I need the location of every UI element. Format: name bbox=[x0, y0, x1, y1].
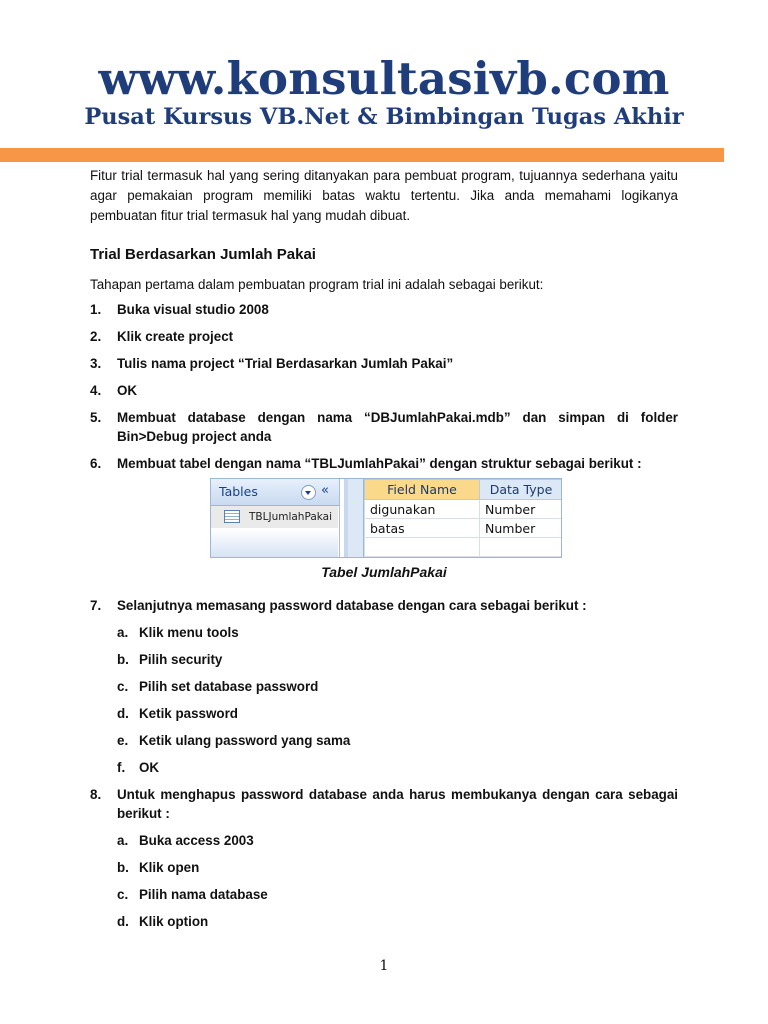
sub-step-text: Klik option bbox=[139, 914, 209, 929]
sub-step-text: Klik menu tools bbox=[139, 625, 239, 640]
list-item bbox=[117, 885, 678, 904]
steps-list bbox=[90, 596, 678, 931]
steps-list bbox=[90, 300, 678, 473]
column-header-field-name[interactable]: Field Name bbox=[365, 480, 480, 500]
sub-step-text: Klik open bbox=[139, 860, 200, 875]
sub-step-letter: a. bbox=[117, 625, 129, 640]
list-item bbox=[117, 677, 678, 696]
list-item bbox=[90, 300, 678, 319]
list-item bbox=[117, 704, 678, 723]
list-item bbox=[117, 650, 678, 669]
page-number: 1 bbox=[379, 958, 389, 974]
sub-step-text: Pilih security bbox=[139, 652, 223, 667]
step-number: 5. bbox=[90, 410, 102, 425]
list-item bbox=[117, 731, 678, 750]
sub-step-letter: a. bbox=[117, 833, 129, 848]
document-body bbox=[90, 166, 678, 473]
sub-step-text: Buka access 2003 bbox=[139, 833, 254, 848]
figure-caption: Tabel JumlahPakai bbox=[321, 564, 447, 580]
list-item bbox=[90, 785, 678, 931]
data-type-cell[interactable]: Number bbox=[480, 500, 563, 519]
table-row bbox=[365, 538, 563, 557]
design-grid bbox=[344, 479, 562, 557]
step-number: 2. bbox=[90, 329, 102, 344]
field-name-cell[interactable] bbox=[365, 538, 480, 557]
list-item bbox=[117, 623, 678, 642]
list-item bbox=[117, 758, 678, 777]
step-number: 7. bbox=[90, 598, 102, 613]
lead-paragraph: Tahapan pertama dalam pembuatan program trial ini adalah sebagai berikut: bbox=[90, 277, 544, 292]
nav-pane-empty bbox=[211, 529, 338, 557]
list-item bbox=[117, 858, 678, 877]
field-name-cell[interactable]: batas bbox=[365, 519, 480, 538]
step-text: Untuk menghapus password database anda harus membukanya dengan cara sebagai berikut : bbox=[117, 787, 678, 821]
step-number: 6. bbox=[90, 456, 102, 471]
sub-steps-list bbox=[117, 623, 678, 777]
nav-header-label: Tables bbox=[219, 484, 258, 499]
step-number: 4. bbox=[90, 383, 102, 398]
site-url-title: www.konsultasivb.com bbox=[98, 52, 670, 105]
intro-paragraph: Fitur trial termasuk hal yang sering ditanyakan para pembuat program, tujuannya sederhana yaitu agar pemakaian program memiliki batas waktu tertentu. Jika anda memahami logikanya pembuatan fitur trial termasuk hal yang mudah dibuat. bbox=[90, 168, 678, 223]
site-subtitle: Pusat Kursus VB.Net & Bimbingan Tugas Akhir bbox=[84, 104, 684, 130]
sub-step-letter: c. bbox=[117, 887, 129, 902]
table-icon bbox=[224, 510, 240, 523]
nav-pane-header bbox=[211, 479, 339, 506]
sub-step-letter: c. bbox=[117, 679, 129, 694]
list-item bbox=[90, 454, 678, 473]
list-item bbox=[117, 831, 678, 850]
section-heading: Trial Berdasarkan Jumlah Pakai bbox=[90, 246, 316, 263]
sub-step-letter: b. bbox=[117, 652, 129, 667]
list-item bbox=[90, 408, 678, 446]
column-header-data-type[interactable]: Data Type bbox=[480, 480, 563, 500]
step-text: Buka visual studio 2008 bbox=[117, 302, 269, 317]
step-text: OK bbox=[117, 383, 138, 398]
step-number: 8. bbox=[90, 787, 102, 802]
list-item bbox=[90, 381, 678, 400]
step-text: Membuat database dengan nama “DBJumlahPakai.mdb” dan simpan di folder Bin>Debug project anda bbox=[117, 410, 678, 444]
step-number: 3. bbox=[90, 356, 102, 371]
sub-step-letter: d. bbox=[117, 706, 129, 721]
list-item bbox=[90, 327, 678, 346]
sub-step-letter: f. bbox=[117, 760, 126, 775]
collapse-icon[interactable]: « bbox=[321, 483, 329, 498]
sub-step-text: OK bbox=[139, 760, 160, 775]
row-selector-column bbox=[348, 479, 364, 557]
data-type-cell[interactable] bbox=[480, 538, 563, 557]
access-table-screenshot bbox=[210, 478, 562, 558]
step-text: Tulis nama project “Trial Berdasarkan Jumlah Pakai” bbox=[117, 356, 454, 371]
field-grid-table bbox=[364, 479, 562, 557]
list-item bbox=[90, 596, 678, 777]
sub-step-letter: d. bbox=[117, 914, 129, 929]
chevron-down-icon[interactable] bbox=[301, 485, 316, 500]
document-body-continued bbox=[90, 588, 678, 931]
step-text: Klik create project bbox=[117, 329, 234, 344]
sub-step-text: Ketik ulang password yang sama bbox=[139, 733, 351, 748]
list-item bbox=[90, 354, 678, 373]
sub-step-text: Pilih set database password bbox=[139, 679, 319, 694]
step-number: 1. bbox=[90, 302, 102, 317]
list-item bbox=[117, 912, 678, 931]
orange-divider bbox=[0, 148, 724, 162]
step-text: Selanjutnya memasang password database dengan cara sebagai berikut : bbox=[117, 598, 587, 613]
data-type-cell[interactable]: Number bbox=[480, 519, 563, 538]
sub-step-text: Ketik password bbox=[139, 706, 238, 721]
sub-step-letter: e. bbox=[117, 733, 129, 748]
sub-step-text: Pilih nama database bbox=[139, 887, 268, 902]
table-row bbox=[365, 519, 563, 538]
nav-item-label: TBLJumlahPakai bbox=[249, 511, 332, 523]
nav-item-table[interactable] bbox=[211, 506, 338, 528]
table-row bbox=[365, 500, 563, 519]
field-name-cell[interactable]: digunakan bbox=[365, 500, 480, 519]
step-text: Membuat tabel dengan nama “TBLJumlahPakai” dengan struktur sebagai berikut : bbox=[117, 456, 642, 471]
sub-step-letter: b. bbox=[117, 860, 129, 875]
sub-steps-list bbox=[117, 831, 678, 931]
navigation-pane bbox=[211, 479, 340, 557]
